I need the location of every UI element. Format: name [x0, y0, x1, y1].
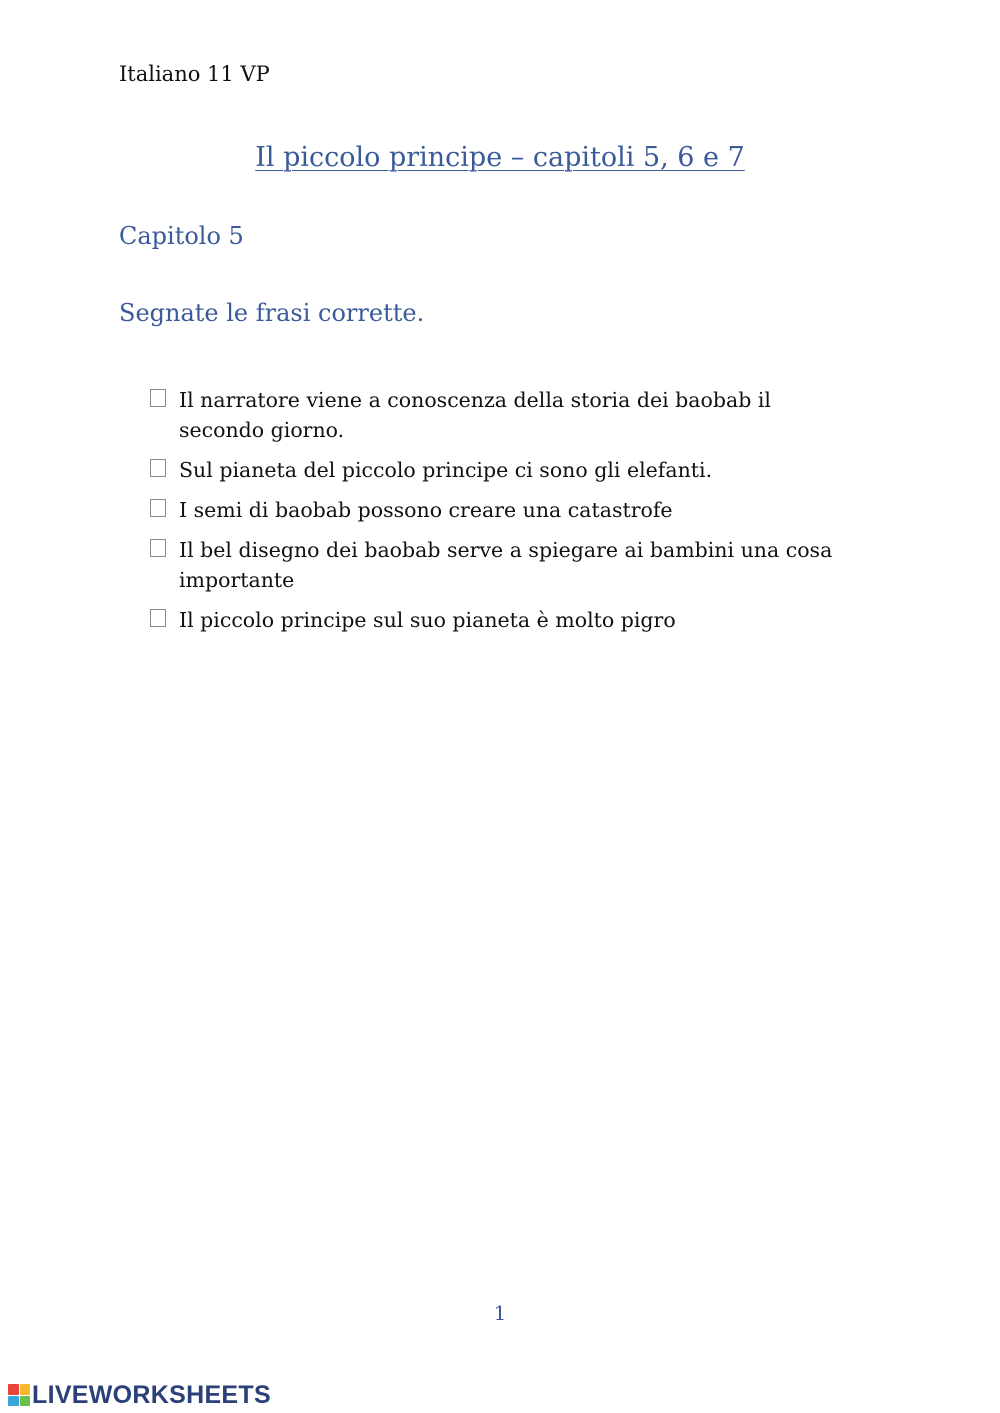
logo-tile — [8, 1396, 19, 1407]
exercise-instruction: Segnate le frasi corrette. — [119, 299, 425, 327]
statement-checkbox[interactable] — [150, 459, 166, 477]
statement-item — [150, 385, 850, 445]
statement-text: Il bel disegno dei baobab serve a spiegare ai bambini una cosa importante — [179, 538, 833, 592]
header-label: Italiano 11 VP — [119, 62, 270, 86]
statement-item — [150, 535, 850, 595]
document-title — [0, 140, 1000, 176]
statement-text: Sul pianeta del piccolo principe ci sono gli elefanti. — [179, 458, 713, 482]
liveworksheets-logo-text: LIVEWORKSHEETS — [32, 1381, 271, 1409]
statement-checkbox[interactable] — [150, 499, 166, 517]
liveworksheets-logo-icon — [8, 1384, 30, 1406]
statement-text: Il narratore viene a conoscenza della storia dei baobab il secondo giorno. — [179, 388, 771, 442]
page-number: 1 — [493, 1301, 507, 1325]
statement-text: I semi di baobab possono creare una catastrofe — [179, 498, 673, 522]
statement-item — [150, 495, 850, 525]
logo-tile — [8, 1384, 19, 1395]
liveworksheets-logo — [8, 1380, 271, 1410]
chapter-heading: Capitolo 5 — [119, 222, 244, 250]
logo-tile — [20, 1384, 31, 1395]
logo-tile — [20, 1396, 31, 1407]
statement-text: Il piccolo principe sul suo pianeta è molto pigro — [179, 608, 676, 632]
statement-checkbox[interactable] — [150, 389, 166, 407]
statement-checkbox[interactable] — [150, 539, 166, 557]
statement-item — [150, 455, 850, 485]
statement-checklist — [150, 385, 850, 645]
document-title-text: Il piccolo principe – capitoli 5, 6 e 7 — [255, 142, 745, 173]
statement-checkbox[interactable] — [150, 609, 166, 627]
statement-item — [150, 605, 850, 635]
